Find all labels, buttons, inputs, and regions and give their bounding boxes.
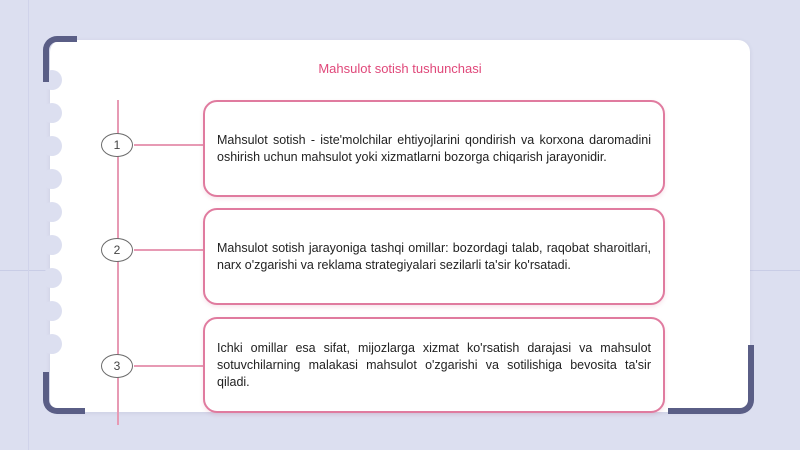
- timeline-connector: [134, 144, 204, 146]
- notebook-hole: [42, 334, 62, 354]
- frame-corner-bottom-right: [668, 345, 754, 414]
- notebook-hole: [42, 235, 62, 255]
- step-text: Mahsulot sotish jarayoniga tashqi omillar: bozordagi talab, raqobat sharoitlari, narx o'zgarishi va reklama strategiyalari sezilarli ta'sir ko'rsatadi.: [217, 240, 651, 272]
- notebook-hole: [42, 136, 62, 156]
- step-box: [203, 208, 665, 305]
- timeline-connector: [134, 365, 204, 367]
- timeline-connector: [134, 249, 204, 251]
- step-number-badge: 1: [101, 133, 133, 157]
- step-number-badge: 2: [101, 238, 133, 262]
- notebook-hole: [42, 202, 62, 222]
- slide-title: Mahsulot sotish tushunchasi: [318, 61, 482, 76]
- notebook-hole: [42, 301, 62, 321]
- step-text: Ichki omillar esa sifat, mijozlarga xizmat ko'rsatish darajasi va mahsulot sotuvchilarning malakasi mahsulot o'zgarishi va sotilishiga bevosita ta'sir qiladi.: [217, 340, 651, 389]
- step-text: Mahsulot sotish - iste'molchilar ehtiyojlarini qondirish va korxona daromadini oshirish uchun mahsulot yoki xizmatlarni bozorga chiqarish jarayonidir.: [217, 132, 651, 164]
- step-box: [203, 100, 665, 197]
- notebook-hole: [42, 169, 62, 189]
- notebook-hole: [42, 103, 62, 123]
- step-box: [203, 317, 665, 413]
- frame-corner-bottom-left: [43, 372, 85, 414]
- notebook-hole: [42, 268, 62, 288]
- step-number-badge: 3: [101, 354, 133, 378]
